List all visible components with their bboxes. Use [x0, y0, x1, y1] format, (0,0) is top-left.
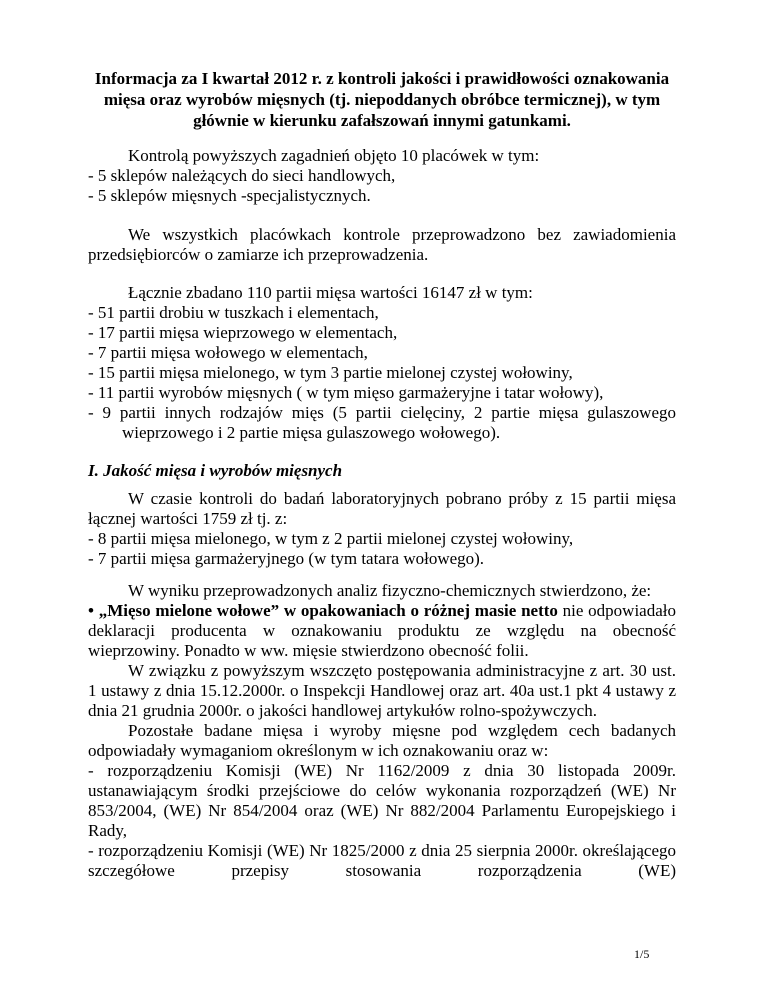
list-item: - 5 sklepów mięsnych -specjalistycznych.	[88, 186, 371, 205]
regulation-item: - rozporządzeniu Komisji (WE) Nr 1825/2000 z dnia 25 sierpnia 2000r. określającego szczegółowe przepisy stosowania rozporządzenia (WE)	[88, 841, 676, 880]
list-item: - 9 partii innych rodzajów mięs (5 partii cielęciny, 2 partie mięsa gulaszowego wieprzowego i 2 partie mięsa gulaszowego wołowego).	[88, 403, 676, 442]
list-item: - 8 partii mięsa mielonego, w tym z 2 partii mielonej czystej wołowiny,	[88, 529, 574, 548]
sampling-paragraph: W czasie kontroli do badań laboratoryjnych pobrano próby z 15 partii mięsa łącznej wartości 1759 zł tj. z:	[88, 489, 676, 528]
notice-paragraph: We wszystkich placówkach kontrole przeprowadzono bez zawiadomienia przedsiębiorców o zamiarze ich przeprowadzenia.	[88, 225, 676, 264]
examined-section	[88, 283, 676, 443]
document-title: Informacja za I kwartał 2012 r. z kontroli jakości i prawidłowości oznakowania mięsa oraz wyrobów mięsnych (tj. niepoddanych obróbce termicznej), w tym głównie w kierunku zafałszowań innymi gatunkami.	[94, 69, 670, 130]
page-number: 1/5	[634, 947, 650, 961]
remaining-paragraph: Pozostałe badane mięsa i wyroby mięsne pod względem cech badanych odpowiadały wymaganiom określonym w ich oznakowaniu oraz w:	[88, 721, 676, 760]
list-item: - 51 partii drobiu w tuszkach i elementach,	[88, 303, 379, 322]
list-item: - 5 sklepów należących do sieci handlowych,	[88, 166, 396, 185]
section-heading: I. Jakość mięsa i wyrobów mięsnych	[88, 461, 343, 480]
list-item: - 7 partii mięsa garmażeryjnego (w tym tatara wołowego).	[88, 549, 485, 568]
document-page	[88, 0, 676, 994]
results-intro: W wyniku przeprowadzonych analiz fizyczno-chemicznych stwierdzono, że:	[128, 581, 652, 600]
list-item: - 11 partii wyrobów mięsnych ( w tym mięso garmażeryjne i tatar wołowy),	[88, 383, 604, 402]
finding-bold: • „Mięso mielone wołowe” w opakowaniach o różnej masie netto	[88, 601, 558, 620]
finding-paragraph	[88, 601, 676, 661]
list-item: - 7 partii mięsa wołowego w elementach,	[88, 343, 368, 362]
intro-section	[88, 146, 676, 206]
list-item: - 15 partii mięsa mielonego, w tym 3 partie mielonej czystej wołowiny,	[88, 363, 573, 382]
list-item: - 17 partii mięsa wieprzowego w elementach,	[88, 323, 398, 342]
regulation-item: - rozporządzeniu Komisji (WE) Nr 1162/2009 z dnia 30 listopada 2009r. ustanawiającym środki przejściowe do celów wykonania rozporządzeń (WE) Nr 853/2004, (WE) Nr 854/2004 oraz (WE) Nr 882/2004 Parlamentu Europejskiego i Rady,	[88, 761, 676, 840]
examined-intro: Łącznie zbadano 110 partii mięsa wartości 16147 zł w tym:	[128, 283, 533, 302]
proceedings-paragraph: W związku z powyższym wszczęto postępowania administracyjne z art. 30 ust. 1 ustawy z dnia 15.12.2000r. o Inspekcji Handlowej oraz art. 40a ust.1 pkt 4 ustawy z dnia 21 grudnia 2000r. o jakości handlowej artykułów rolno-spożywczych.	[88, 661, 676, 720]
results-section	[88, 581, 676, 881]
intro-line: Kontrolą powyższych zagadnień objęto 10 placówek w tym:	[128, 146, 540, 165]
sampling-section	[88, 489, 676, 569]
finding-text: nie odpowiadało deklaracji producenta w oznakowaniu produktu ze względu na obecność wieprzowiny. Ponadto w ww. mięsie stwierdzono obecność folii.	[88, 601, 676, 660]
